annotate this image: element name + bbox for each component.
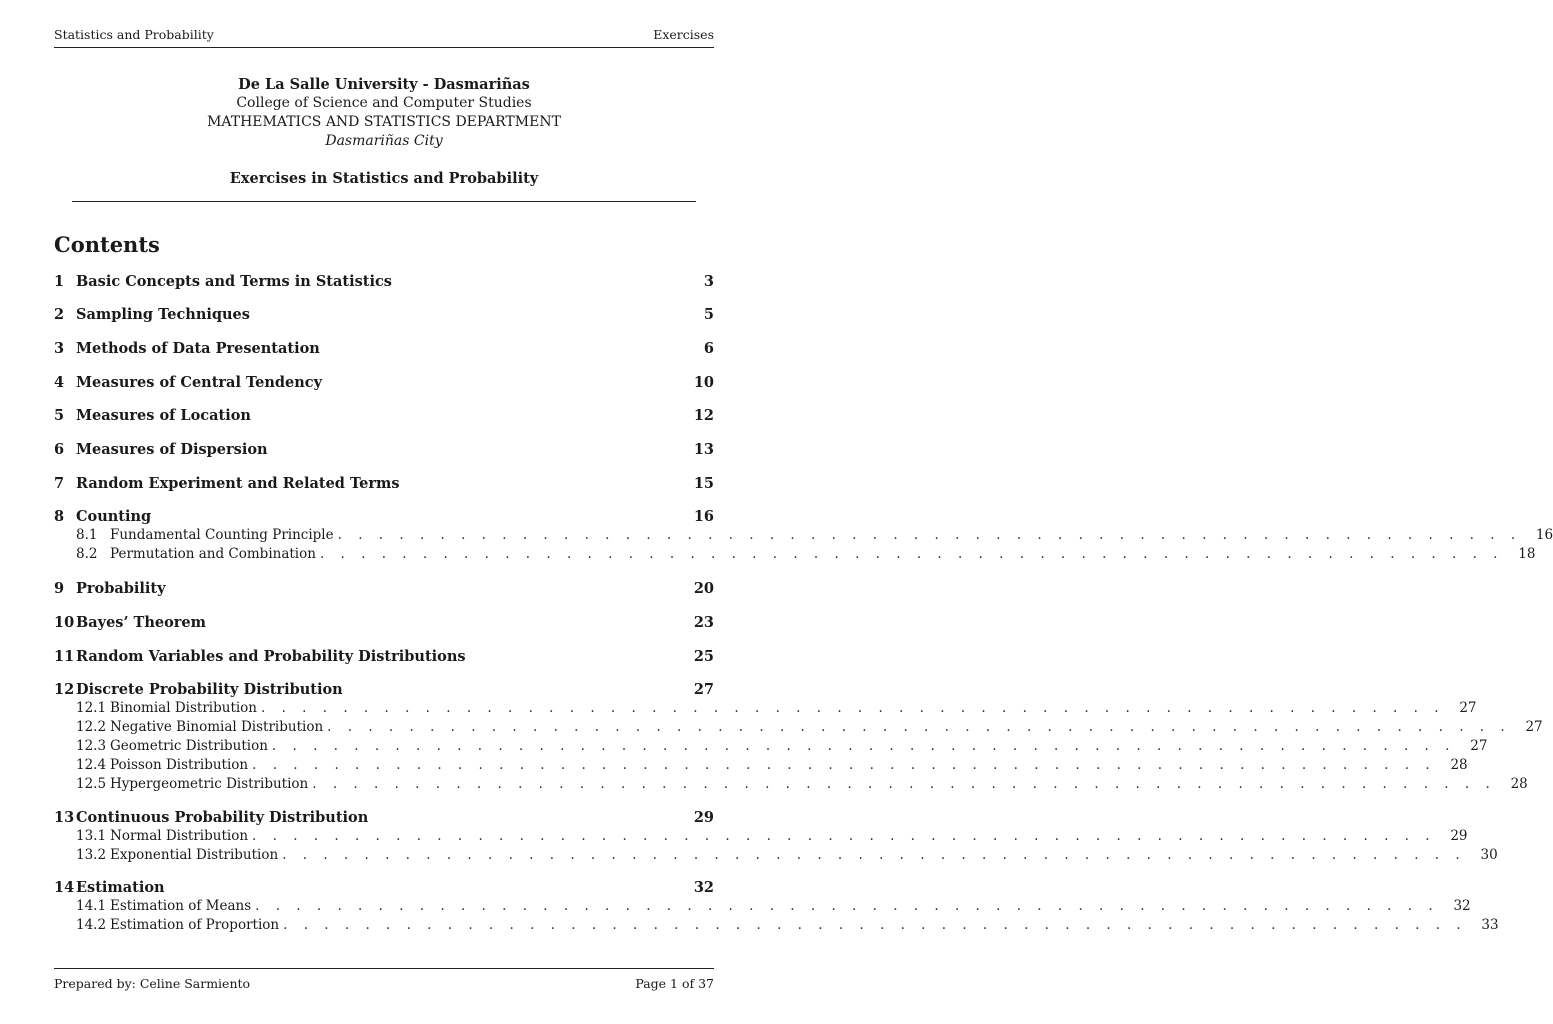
toc-section-title: Bayes’ Theorem (76, 614, 206, 631)
toc-section-entry[interactable] (54, 580, 714, 598)
toc-section-page: 23 (693, 614, 714, 631)
toc-subsection-page: 29 (1450, 828, 1468, 844)
university-name: De La Salle University - Dasmariñas (238, 76, 530, 93)
toc-section-number: 10 (54, 614, 75, 631)
toc-section-page: 5 (703, 306, 714, 323)
toc-section-page: 15 (693, 475, 714, 492)
toc-subsection-number: 12.3 (76, 738, 107, 754)
toc-subsection-number: 13.2 (76, 847, 107, 863)
toc-section-title: Estimation (76, 879, 165, 896)
toc-subsection-number: 14.2 (76, 917, 107, 933)
toc-subsection-page: 30 (1480, 847, 1498, 863)
toc-subsection-title: Estimation of Proportion (110, 917, 280, 933)
toc-leader-dots: . . . . . . . . . . . . . . . . . . . . . . . . . . . . . . . . . . . . . . . . . . . . . . . . . . . . . . . . . . (261, 700, 1445, 716)
toc-subsection-number: 8.2 (76, 546, 98, 562)
toc-section-page: 27 (693, 681, 714, 698)
toc-subsection-title: Normal Distribution (110, 828, 249, 844)
toc-subsection-title: Permutation and Combination (110, 546, 316, 562)
footer-right-text: Page 1 of 37 (635, 976, 714, 991)
toc-section-page: 3 (703, 273, 714, 290)
toc-subsection-page: 33 (1481, 917, 1499, 933)
toc-leader-dots: . . . . . . . . . . . . . . . . . . . . . . . . . . . . . . . . . . . . . . . . . . . . . . . . . . . . . . . . . . (252, 828, 1436, 844)
toc-section-title: Sampling Techniques (76, 306, 250, 323)
title-divider (72, 201, 696, 202)
toc-subsection-number: 12.5 (76, 776, 107, 792)
toc-section-entry[interactable] (54, 681, 714, 699)
toc-section-number: 8 (54, 508, 65, 525)
running-footer (54, 976, 714, 991)
title-block (0, 75, 768, 188)
toc-subsection-page: 27 (1525, 719, 1543, 735)
toc-leader-dots: . . . . . . . . . . . . . . . . . . . . . . . . . . . . . . . . . . . . . . . . . . . . . . . . . . . . . . . . . . (327, 719, 1511, 735)
toc-section-entry[interactable] (54, 614, 714, 632)
toc-section-title: Measures of Dispersion (76, 441, 268, 458)
toc-subsection-title: Exponential Distribution (110, 847, 279, 863)
footer-left-text: Prepared by: Celine Sarmiento (54, 976, 251, 991)
toc-subsection-number: 12.4 (76, 757, 107, 773)
toc-section-number: 1 (54, 273, 65, 290)
toc-subsection-number: 12.1 (76, 700, 107, 716)
toc-subsection-page: 27 (1470, 738, 1488, 754)
toc-subsection-title: Estimation of Means (110, 898, 252, 914)
toc-section-page: 29 (693, 809, 714, 826)
toc-subsection-title: Binomial Distribution (110, 700, 258, 716)
toc-leader-dots: . . . . . . . . . . . . . . . . . . . . . . . . . . . . . . . . . . . . . . . . . . . . . . . . . . . . . . . . . . (319, 546, 1504, 562)
toc-subsection-title: Hypergeometric Distribution (110, 776, 309, 792)
toc-subsection-page: 28 (1510, 776, 1528, 792)
toc-section-title: Random Experiment and Related Terms (76, 475, 400, 492)
document-title: Exercises in Statistics and Probability (229, 170, 539, 187)
toc-section-title: Measures of Central Tendency (76, 374, 323, 391)
toc-section-number: 5 (54, 407, 65, 424)
toc-subsection-entry[interactable] (54, 847, 1498, 864)
toc-subsection-entry[interactable] (54, 700, 1477, 717)
toc-subsection-entry[interactable] (54, 757, 1468, 774)
toc-subsection-number: 8.1 (76, 527, 98, 543)
toc-section-title: Random Variables and Probability Distributions (76, 648, 466, 665)
toc-subsection-entry[interactable] (54, 898, 1471, 915)
toc-section-page: 6 (703, 340, 714, 357)
toc-section-number: 4 (54, 374, 65, 391)
toc-leader-dots: . . . . . . . . . . . . . . . . . . . . . . . . . . . . . . . . . . . . . . . . . . . . . . . . . . . . . . . . . . (255, 898, 1439, 914)
toc-subsection-title: Fundamental Counting Principle (110, 527, 334, 543)
toc-section-entry[interactable] (54, 407, 714, 425)
toc-subsection-title: Negative Binomial Distribution (110, 719, 324, 735)
toc-section-number: 13 (54, 809, 75, 826)
toc-subsection-page: 16 (1535, 527, 1553, 543)
toc-section-entry[interactable] (54, 508, 714, 526)
toc-section-entry[interactable] (54, 879, 714, 897)
toc-section-page: 25 (693, 648, 714, 665)
toc-subsection-title: Geometric Distribution (110, 738, 268, 754)
toc-section-title: Probability (76, 580, 166, 597)
college-name: College of Science and Computer Studies (236, 95, 532, 111)
toc-section-title: Measures of Location (76, 407, 251, 424)
toc-subsection-entry[interactable] (54, 719, 1543, 736)
toc-section-page: 20 (693, 580, 714, 597)
toc-section-entry[interactable] (54, 306, 714, 324)
department-name: MATHEMATICS AND STATISTICS DEPARTMENT (207, 114, 561, 130)
toc-leader-dots: . . . . . . . . . . . . . . . . . . . . . . . . . . . . . . . . . . . . . . . . . . . . . . . . . . . . . . . . . . (282, 847, 1466, 863)
toc-subsection-page: 27 (1459, 700, 1477, 716)
toc-section-page: 13 (693, 441, 714, 458)
running-header (54, 27, 714, 48)
toc-section-title: Methods of Data Presentation (76, 340, 320, 357)
toc-leader-dots: . . . . . . . . . . . . . . . . . . . . . . . . . . . . . . . . . . . . . . . . . . . . . . . . . . . . . . . . . . (337, 527, 1522, 543)
toc-section-number: 12 (54, 681, 75, 698)
toc-section-entry[interactable] (54, 475, 714, 493)
toc-section-page: 16 (693, 508, 714, 525)
toc-leader-dots: . . . . . . . . . . . . . . . . . . . . . . . . . . . . . . . . . . . . . . . . . . . . . . . . . . . . . . . . . . (252, 757, 1436, 773)
toc-subsection-entry[interactable] (54, 776, 1528, 793)
toc-subsection-entry[interactable] (54, 828, 1468, 845)
toc-section-title: Basic Concepts and Terms in Statistics (76, 273, 392, 290)
toc-subsection-entry[interactable] (54, 917, 1499, 934)
toc-section-entry[interactable] (54, 340, 714, 358)
toc-section-title: Discrete Probability Distribution (76, 681, 343, 698)
toc-subsection-number: 12.2 (76, 719, 107, 735)
footer-divider (54, 968, 714, 969)
header-left-text: Statistics and Probability (54, 27, 214, 42)
toc-subsection-number: 14.1 (76, 898, 107, 914)
toc-section-number: 9 (54, 580, 65, 597)
toc-section-number: 6 (54, 441, 65, 458)
toc-section-entry[interactable] (54, 809, 714, 827)
toc-subsection-entry[interactable] (54, 738, 1488, 755)
toc-leader-dots: . . . . . . . . . . . . . . . . . . . . . . . . . . . . . . . . . . . . . . . . . . . . . . . . . . . . . . . . . . (271, 738, 1456, 754)
toc-section-title: Counting (76, 508, 152, 525)
toc-section-entry[interactable] (54, 374, 714, 392)
toc-section-number: 2 (54, 306, 65, 323)
toc-subsection-entry[interactable] (54, 546, 1536, 563)
contents-heading: Contents (54, 232, 160, 257)
city-name: Dasmariñas City (325, 133, 443, 149)
toc-section-page: 10 (693, 374, 714, 391)
toc-subsection-entry[interactable] (54, 527, 1553, 544)
toc-subsection-title: Poisson Distribution (110, 757, 249, 773)
toc-section-title: Continuous Probability Distribution (76, 809, 369, 826)
toc-leader-dots: . . . . . . . . . . . . . . . . . . . . . . . . . . . . . . . . . . . . . . . . . . . . . . . . . . . . . . . . . . (283, 917, 1467, 933)
header-right-text: Exercises (653, 27, 714, 42)
toc-section-entry[interactable] (54, 648, 714, 666)
toc-section-entry[interactable] (54, 273, 714, 291)
toc-leader-dots: . . . . . . . . . . . . . . . . . . . . . . . . . . . . . . . . . . . . . . . . . . . . . . . . . . . . . . . . . . (312, 776, 1496, 792)
toc-section-number: 7 (54, 475, 65, 492)
toc-section-number: 3 (54, 340, 65, 357)
toc-section-number: 11 (54, 648, 75, 665)
toc-section-number: 14 (54, 879, 75, 896)
toc-subsection-page: 28 (1450, 757, 1468, 773)
toc-subsection-number: 13.1 (76, 828, 107, 844)
toc-section-page: 12 (693, 407, 714, 424)
toc-subsection-page: 32 (1453, 898, 1471, 914)
toc-section-page: 32 (693, 879, 714, 896)
toc-section-entry[interactable] (54, 441, 714, 459)
toc-subsection-page: 18 (1518, 546, 1536, 562)
